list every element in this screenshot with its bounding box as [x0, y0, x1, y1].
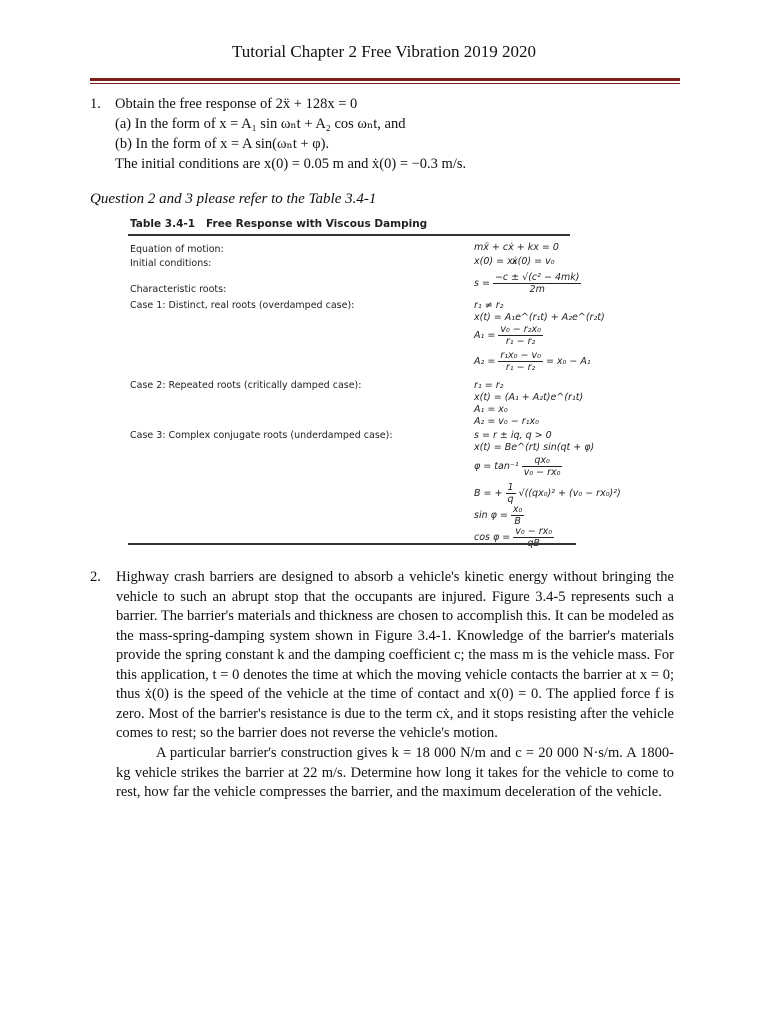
case3-line2: x(t) = Be^(rt) sin(qt + φ)	[474, 442, 595, 453]
problem2-paragraph1: Highway crash barriers are designed to absorb a vehicle's kinetic energy without bringing the vehicle to such an abrupt stop that the occupants are injured. Figure 3.4-5 represents such a barrier. The barrier's materials and thickness are chosen to accomplish this. It can be modeled as the mass-spring-damping system shown in Figure 3.4-1. Knowledge of the barrier's materials provide the spring constant k and the damping coefficient c; the mass m is the vehicle mass. For this application, t = 0 denotes the time at which the moving vehicle contacts the barrier at x = 0; thus ẋ(0) is the speed of the vehicle at the time of contact and x(0) = 0. The applied force f is zero. Most of the barrier's resistance is due to the term cẋ, and it stops resisting after the vehicle comes to rest; so the barrier does not reverse the vehicle's motion.	[116, 569, 674, 741]
question1-conditions: The initial conditions are x(0) = 0.05 m and ẋ(0) = −0.3 m/s.	[115, 156, 467, 172]
case1-line1: r₁ ≠ r₂	[474, 300, 504, 311]
table-number: Table 3.4-1	[130, 218, 196, 230]
table-top-rule	[128, 234, 570, 236]
table-bottom-rule	[128, 543, 576, 545]
case3-line1: s = r ± iq, q > 0	[474, 430, 552, 441]
table-title	[130, 218, 427, 230]
label-characteristic-roots: Characteristic roots:	[130, 284, 227, 295]
case3-cos: cos φ = v₀ − rx₀	[474, 526, 553, 543]
header-rule-thick	[90, 78, 680, 81]
case1-a2: A₂ = $\frac{\text{r₁x₀ − v₀}}{\text{r₁ − r₂}}$ = x₀ − A₁	[474, 350, 591, 373]
table-caption: Free Response with Viscous Damping	[206, 218, 428, 230]
label-case3: Case 3: Complex conjugate roots (underdamped case):	[130, 430, 393, 441]
case3-phi: φ = tan⁻¹ $\frac{\text{qx₀}}{\text{v₀ − rx₀}}$	[474, 455, 561, 478]
initial-condition-x: x(0) = x₀	[474, 256, 517, 267]
case3-b: B = + $\frac{1}{q}$ √((qx₀)² + (v₀ − rx₀)²)	[474, 482, 621, 505]
question1-part-b: (b) In the form of x = A sin(ωₙt + φ).	[115, 136, 330, 152]
question1-part-a: (a) In the form of x = A₁ sin ωₙt + A₂ cos ωₙt, and	[115, 116, 406, 132]
case2-line4: A₂ = v₀ − r₁x₀	[474, 416, 539, 427]
question1-text: Obtain the free response of 2ẍ + 128x = 0	[115, 96, 358, 112]
equation-of-motion: mẍ + cẋ + kx = 0	[474, 242, 559, 253]
case3-sin: sin φ = $\frac{\text{x₀}}{B}$	[474, 504, 523, 527]
question1-number: 1.	[90, 96, 101, 112]
problem2-paragraph2: A particular barrier's construction gives k = 18 000 N/m and c = 20 000 N·s/m. A 1800-kg vehicle strikes the barrier at 22 m/s. Determine how long it takes for the vehicle to come to rest, how far the vehicle compresses the barrier, and the maximum deceleration of the vehicle.	[116, 745, 674, 800]
case1-a1: A₁ = $\frac{\text{v₀ − r₂x₀}}{\text{r₁ − r₂}}$	[474, 324, 541, 347]
case1-line2: x(t) = A₁e^(r₁t) + A₂e^(r₂t)	[474, 312, 605, 323]
header-rule-thin	[90, 83, 680, 84]
case2-line3: A₁ = x₀	[474, 404, 508, 415]
characteristic-roots: s = $\frac{\text{−c ± √(c² − 4mk)}}{2m}$	[474, 272, 580, 295]
label-equation-of-motion: Equation of motion:	[130, 244, 224, 255]
label-case2: Case 2: Repeated roots (critically damped case):	[130, 380, 362, 391]
question2-reference: Question 2 and 3 please refer to the Table 3.4-1	[90, 191, 377, 207]
case2-line2: x(t) = (A₁ + A₂t)e^(r₁t)	[474, 392, 584, 403]
problem2-number: 2.	[90, 569, 101, 585]
case2-line1: r₁ = r₂	[474, 380, 504, 391]
label-initial-conditions: Initial conditions:	[130, 258, 212, 269]
page-header-title: Tutorial Chapter 2 Free Vibration 2019 2020	[231, 42, 536, 61]
label-case1: Case 1: Distinct, real roots (overdamped case):	[130, 300, 355, 311]
initial-condition-v: ẋ(0) = v₀	[512, 256, 555, 267]
